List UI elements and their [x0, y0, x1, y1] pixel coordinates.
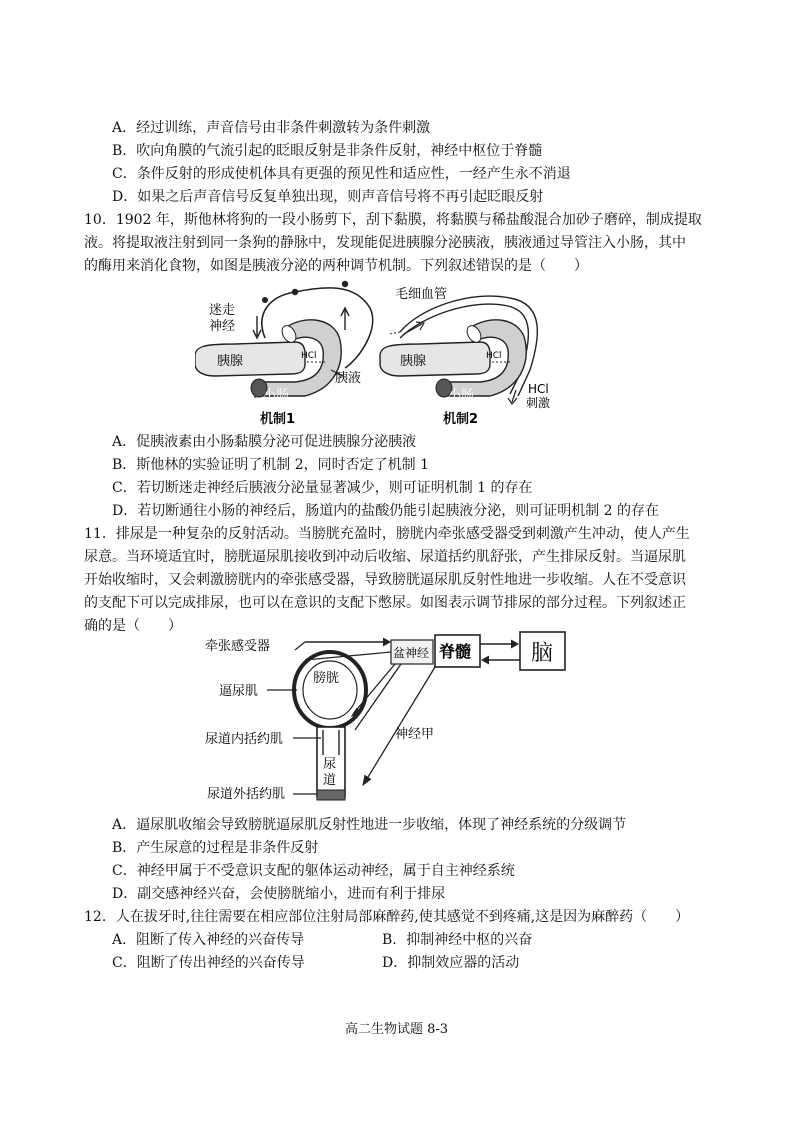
q12-option-d: D．抑制效应器的活动	[382, 955, 520, 971]
q9-option-b: B．吹向角膜的气流引起的眨眼反射是非条件反射，神经中枢位于脊髓	[112, 143, 543, 159]
hcl-stimulus-label-1: HCl	[528, 382, 549, 396]
intestine-label-2: 小肠	[448, 388, 475, 403]
q11-stem-line-5: 确的是（ ）	[84, 618, 182, 634]
q9-option-a: A．经过训练，声音信号由非条件刺激转为条件刺激	[112, 120, 431, 136]
pancreatic-juice-label: 胰液	[335, 371, 362, 386]
q11-stem-line-2: 尿意。当环境适宜时，膀胱逼尿肌接收到冲动后收缩、尿道括约肌舒张，产生排尿反射。当逼尿肌	[84, 549, 686, 565]
vagus-label-line-2: 神经	[209, 319, 236, 334]
external-sphincter-label: 尿道外括约肌	[207, 787, 286, 802]
q12-option-b: B．抑制神经中枢的兴奋	[382, 932, 533, 948]
q12-option-a: A．阻断了传入神经的兴奋传导	[112, 932, 305, 948]
q10-stem-line-3: 的酶用来消化食物，如图是胰液分泌的两种调节机制。下列叙述错误的是（ ）	[84, 258, 588, 274]
q10-option-a: A．促胰液素由小肠黏膜分泌可促进胰腺分泌胰液	[112, 434, 417, 450]
q12-stem: 12．人在拔牙时,往往需要在相应部位注射局部麻醉药,使其感觉不到疼痛,这是因为麻醉药（ ）	[84, 909, 690, 925]
q10-option-b: B．斯他林的实验证明了机制 2，同时否定了机制 1	[112, 457, 430, 473]
q10-figure	[195, 278, 575, 430]
hcl-stimulus-label-2: 刺激	[526, 396, 551, 410]
q11-option-c: C．神经甲属于不受意识支配的躯体运动神经，属于自主神经系统	[112, 863, 515, 879]
capillary-label: 毛细血管	[395, 287, 448, 302]
mechanism2-diagram	[380, 287, 550, 427]
urethra-label-2: 道	[323, 773, 337, 788]
q11-option-d: D．副交感神经兴奋，会使膀胱缩小，进而有利于排尿	[112, 886, 446, 902]
q10-stem-line-1: 10．1902 年，斯他林将狗的一段小肠剪下，刮下黏膜，将黏膜与稀盐酸混合加砂子磨碎，制成提取	[84, 212, 702, 228]
q11-option-a: A．逼尿肌收缩会导致膀胱逼尿肌反射性地进一步收缩，体现了神经系统的分级调节	[112, 817, 627, 833]
page-footer: 高二生物试题 8-3	[344, 1022, 449, 1037]
mechanism1-caption: 机制1	[260, 412, 296, 427]
stretch-receptor-label: 牵张感受器	[205, 639, 271, 654]
brain-label: 脑	[531, 641, 554, 666]
q10-option-c: C．若切断迷走神经后胰液分泌量显著减少，则可证明机制 1 的存在	[112, 480, 533, 496]
q9-option-c: C．条件反射的形成使机体具有更强的预见性和适应性，一经产生永不消退	[112, 166, 571, 182]
hcl-label-1: HCl	[301, 351, 317, 361]
nerve-jia-label: 神经甲	[395, 727, 435, 742]
pancreas-label-1: 胰腺	[217, 354, 244, 369]
q10-option-d: D．若切断通往小肠的神经后，肠道内的盐酸仍能引起胰液分泌，则可证明机制 2 的存在	[112, 503, 660, 519]
q10-stem-line-2: 液。将提取液注射到同一条狗的静脉中，发现能促进胰腺分泌胰液，胰液通过导管注入小肠，其中	[84, 235, 686, 251]
bladder-label: 膀胱	[313, 671, 340, 686]
q11-stem-line-3: 开始收缩时，又会刺激膀胱内的牵张感受器，导致膀胱逼尿肌反射性地进一步收缩。人在不受意识	[84, 572, 686, 588]
vagus-label-line-1: 迷走	[209, 303, 236, 318]
mechanism2-caption: 机制2	[443, 412, 479, 427]
q11-stem-line-1: 11．排尿是一种复杂的反射活动。当膀胱充盈时，膀胱内牵张感受器受到刺激产生冲动，使人产生	[84, 526, 690, 542]
detrusor-label: 逼尿肌	[219, 684, 259, 699]
internal-sphincter-label: 尿道内括约肌	[205, 732, 284, 747]
spinal-cord-label: 脊髓	[439, 642, 472, 661]
pancreas-label-2: 胰腺	[400, 354, 427, 369]
urethra-label-1: 尿	[323, 757, 337, 772]
hcl-label-2: HCl	[486, 351, 502, 361]
mechanism1-diagram	[195, 281, 373, 427]
q11-stem-line-4: 的支配下可以完成排尿，也可以在意识的支配下憋尿。如图表示调节排尿的部分过程。下列叙述正	[84, 595, 686, 611]
q11-figure	[205, 630, 570, 810]
q12-option-c: C．阻断了传出神经的兴奋传导	[112, 955, 305, 971]
q11-option-b: B．产生尿意的过程是非条件反射	[112, 840, 319, 856]
q9-option-d: D．如果之后声音信号反复单独出现，则声音信号将不再引起眨眼反射	[112, 189, 544, 205]
intestine-label-1: 小肠	[263, 388, 290, 403]
pelvic-nerve-label: 盆神经	[393, 646, 430, 660]
